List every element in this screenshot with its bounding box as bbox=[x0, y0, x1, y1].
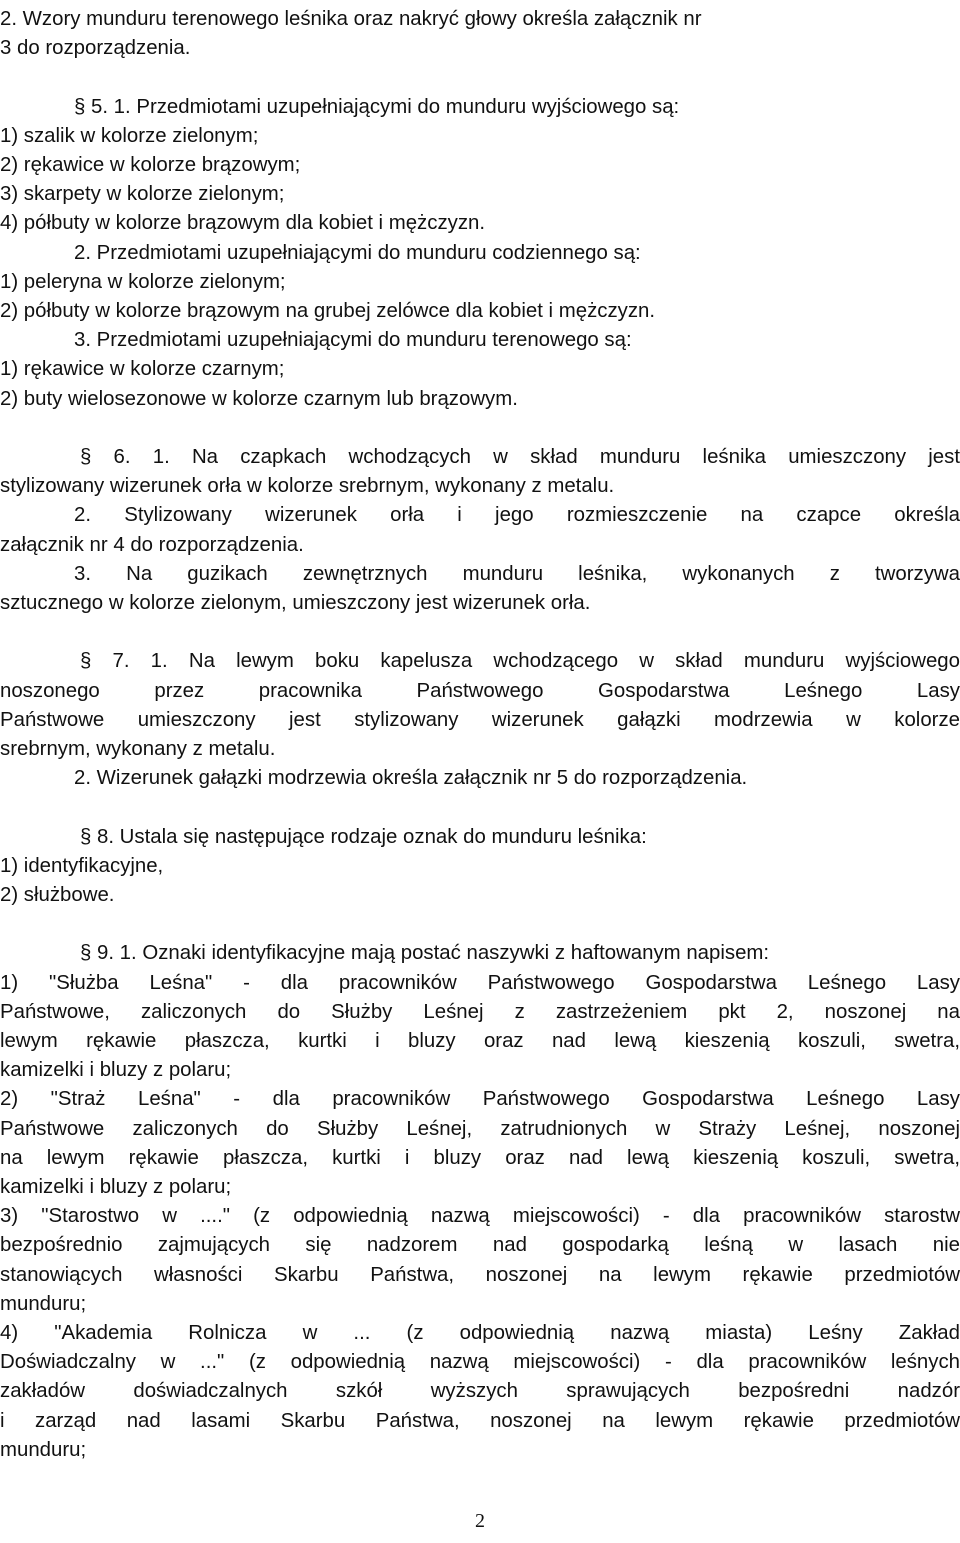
list-item: 3) skarpety w kolorze zielonym; bbox=[0, 183, 285, 206]
paragraph-8-heading: § 8. Ustala się następujące rodzaje oznak do munduru leśnika: bbox=[80, 825, 647, 848]
list-item: 4) półbuty w kolorze brązowym dla kobiet i mężczyzn. bbox=[0, 212, 486, 235]
text-line: 2. Wizerunek gałązki modrzewia określa załącznik nr 5 do rozporządzenia. bbox=[74, 767, 748, 790]
text-line: kamizelki i bluzy z polaru; bbox=[0, 1059, 232, 1082]
page-number: 2 bbox=[475, 1510, 485, 1532]
text-line: 3 do rozporządzenia. bbox=[0, 37, 191, 60]
text-line: noszonego przez pracownika Państwowego Gospodarstwa Leśnego Lasy bbox=[0, 679, 960, 702]
list-item: 2) buty wielosezonowe w kolorze czarnym lub brązowym. bbox=[0, 387, 518, 410]
text-line: załącznik nr 4 do rozporządzenia. bbox=[0, 533, 304, 556]
list-item: 2) półbuty w kolorze brązowym na grubej zelówce dla kobiet i mężczyzn. bbox=[0, 300, 656, 323]
list-item: 2) "Straż Leśna" - dla pracowników Państwowego Gospodarstwa Leśnego Lasy bbox=[0, 1088, 960, 1111]
text-line: 2. Przedmiotami uzupełniającymi do munduru codziennego są: bbox=[74, 241, 641, 264]
text-line: na lewym rękawie płaszcza, kurtki i bluzy oraz nad lewą kieszenią koszuli, swetra, bbox=[0, 1146, 960, 1169]
paragraph-9-heading: § 9. 1. Oznaki identyfikacyjne mają postać naszywki z haftowanym napisem: bbox=[80, 942, 770, 965]
text-line: lewym rękawie płaszcza, kurtki i bluzy oraz nad lewą kieszenią koszuli, swetra, bbox=[0, 1030, 960, 1053]
text-line: 3. Przedmiotami uzupełniającymi do munduru terenowego są: bbox=[74, 329, 632, 352]
paragraph-5-heading: § 5. 1. Przedmiotami uzupełniającymi do munduru wyjściowego są: bbox=[74, 95, 680, 118]
text-line: i zarząd nad lasami Skarbu Państwa, noszonej na lewym rękawie przedmiotów bbox=[0, 1409, 960, 1432]
paragraph-6-heading: § 6. 1. Na czapkach wchodzących w skład munduru leśnika umieszczony jest bbox=[80, 446, 960, 469]
list-item: 4) "Akademia Rolnicza w ... (z odpowiednią nazwą miasta) Leśny Zakład bbox=[0, 1322, 960, 1345]
list-item: 1) identyfikacyjne, bbox=[0, 854, 164, 877]
text-line: stanowiących własności Skarbu Państwa, noszonej na lewym rękawie przedmiotów bbox=[0, 1263, 960, 1286]
text-line: Państwowe zaliczonych do Służby Leśnej, zatrudnionych w Straży Leśnej, noszonej bbox=[0, 1117, 960, 1140]
text-line: zakładów doświadczalnych szkół wyższych sprawujących bezpośredni nadzór bbox=[0, 1380, 960, 1403]
text-line: kamizelki i bluzy z polaru; bbox=[0, 1176, 232, 1199]
text-line: stylizowany wizerunek orła w kolorze srebrnym, wykonany z metalu. bbox=[0, 475, 615, 498]
list-item: 1) szalik w kolorze zielonym; bbox=[0, 124, 259, 147]
text-line: munduru; bbox=[0, 1292, 87, 1315]
paragraph-7-heading: § 7. 1. Na lewym boku kapelusza wchodzącego w skład munduru wyjściowego bbox=[80, 650, 960, 673]
text-line: sztucznego w kolorze zielonym, umieszczony jest wizerunek orła. bbox=[0, 592, 591, 615]
list-item: 2) służbowe. bbox=[0, 884, 115, 907]
text-line: bezpośrednio zajmujących się nadzorem nad gospodarką leśną w lasach nie bbox=[0, 1234, 960, 1257]
text-line: srebrnym, wykonany z metalu. bbox=[0, 738, 276, 761]
list-item: 3) "Starostwo w ...." (z odpowiednią nazwą miejscowości) - dla pracowników starostw bbox=[0, 1205, 960, 1228]
list-item: 1) "Służba Leśna" - dla pracowników Państwowego Gospodarstwa Leśnego Lasy bbox=[0, 971, 960, 994]
text-line: Państwowe umieszczony jest stylizowany wizerunek gałązki modrzewia w kolorze bbox=[0, 708, 960, 731]
text-line: Państwowe, zaliczonych do Służby Leśnej z zastrzeżeniem pkt 2, noszonej na bbox=[0, 1000, 960, 1023]
text-line: 3. Na guzikach zewnętrznych munduru leśnika, wykonanych z tworzywa bbox=[74, 562, 960, 585]
text-line: munduru; bbox=[0, 1438, 87, 1461]
text-line: 2. Stylizowany wizerunek orła i jego rozmieszczenie na czapce określa bbox=[74, 504, 960, 527]
text-line: 2. Wzory munduru terenowego leśnika oraz nakryć głowy określa załącznik nr bbox=[0, 8, 702, 30]
list-item: 1) rękawice w kolorze czarnym; bbox=[0, 358, 285, 381]
list-item: 2) rękawice w kolorze brązowym; bbox=[0, 154, 301, 176]
text-line: Doświadczalny w ..." (z odpowiednią nazwą miejscowości) - dla pracowników leśnych bbox=[0, 1351, 960, 1374]
list-item: 1) peleryna w kolorze zielonym; bbox=[0, 270, 286, 293]
